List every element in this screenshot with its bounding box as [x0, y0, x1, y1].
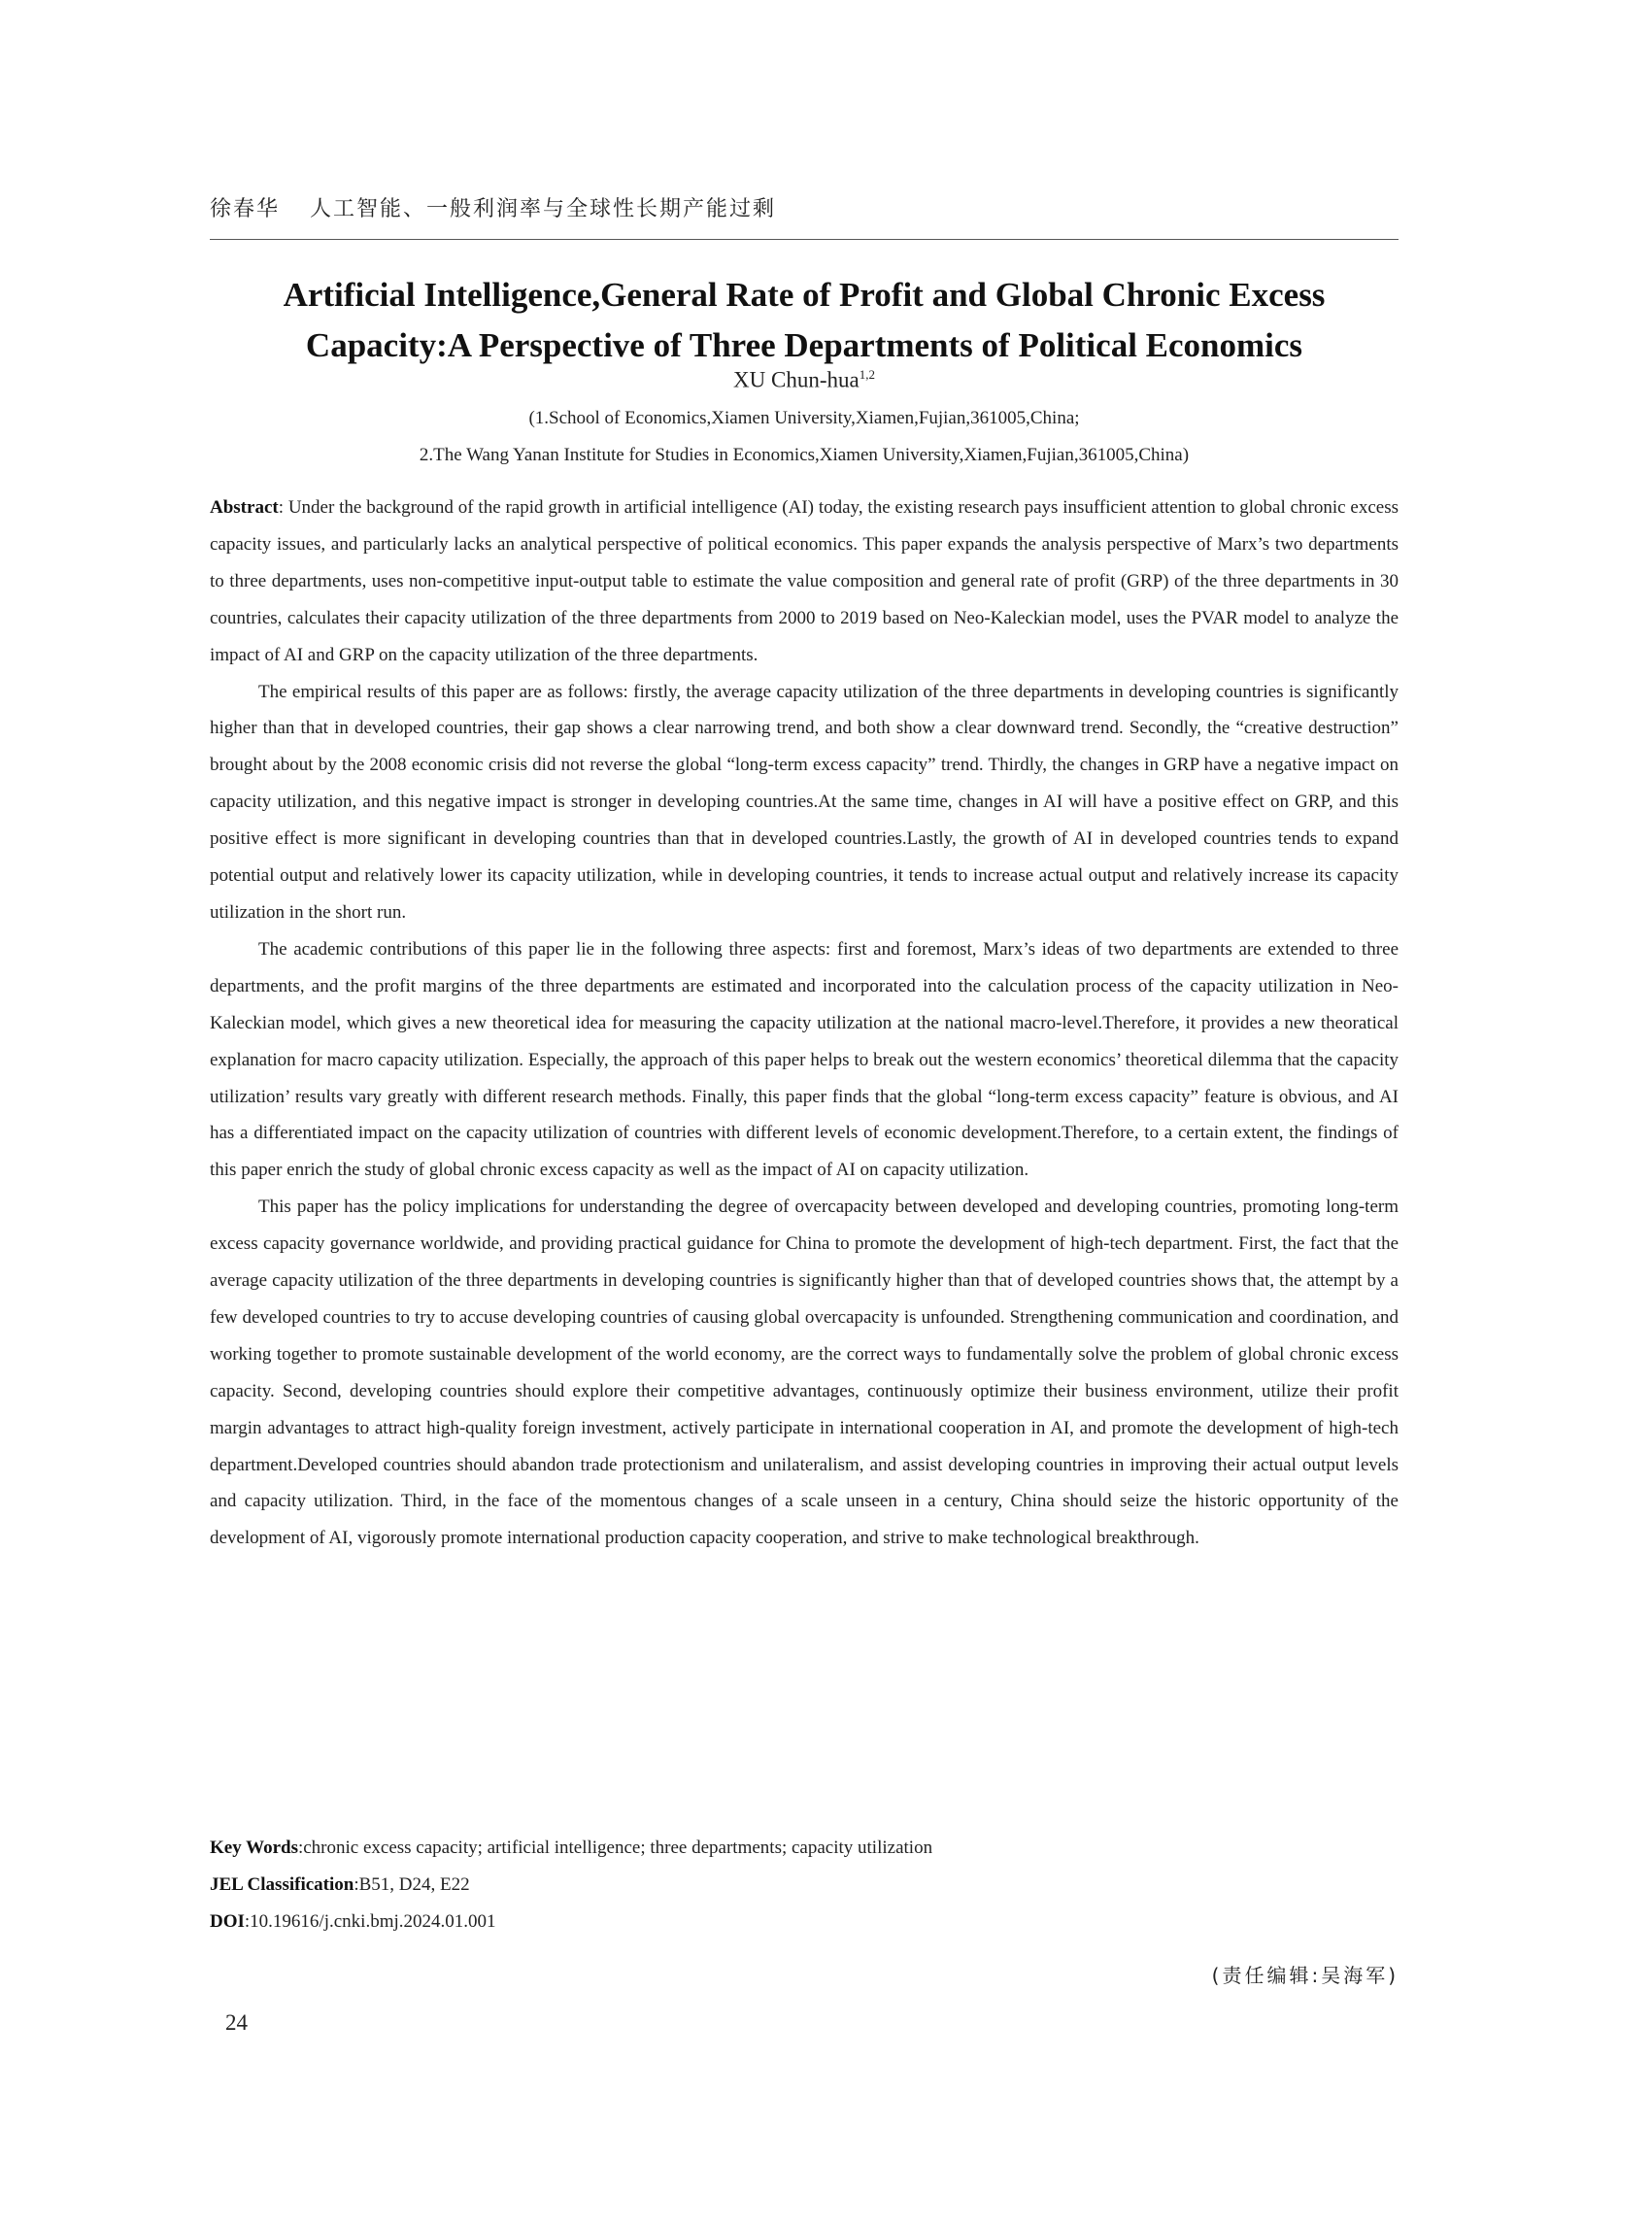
abstract-paragraph-4: This paper has the policy implications for understanding the degree of overcapacity between developed and developing countries, promoting long-term excess capacity governance worldwide, and providing practical guidance for China to promote the development of high-tech department. First, the fact that the average capacity utilization of the three departments in developing countries is significantly higher than that of developed countries shows that, the attempt by a few developed countries to try to accuse developing countries of causing global overcapacity is unfounded. Strengthening communication and coordination, and working together to promote sustainable development of the world economy, are the correct ways to fundamentally solve the problem of global chronic excess capacity. Second, developing countries should explore their competitive advantages, continuously optimize their business environment, utilize their profit margin advantages to attract high-quality foreign investment, actively participate in international cooperation in AI, and promote the development of high-tech department.Developed countries should abandon trade protectionism and unilateralism, and assist developing countries in improving their actual output levels and capacity utilization. Third, in the face of the momentous changes of a scale unseen in a century, China should seize the historic opportunity of the development of AI, vigorously promote international production capacity cooperation, and strive to make technological breakthrough. [210, 1197, 1399, 1549]
affiliation-2: 2.The Wang Yanan Institute for Studies in Economics,Xiamen University,Xiamen,Fujian,361005,China) [419, 445, 1190, 465]
header-author: 徐春华 [210, 197, 281, 221]
author-byline [210, 367, 1399, 393]
doi-line [210, 1911, 1399, 1933]
paper-title [210, 270, 1399, 371]
author-name: XU Chun-hua [733, 367, 860, 392]
paper-title-line-1: Artificial Intelligence,General Rate of Profit and Global Chronic Excess [283, 276, 1326, 314]
keywords-text: :chronic excess capacity; artificial intelligence; three departments; capacity utilization [297, 1838, 933, 1858]
abstract-paragraph-3: The academic contributions of this paper lie in the following three aspects: first and foremost, Marx’s ideas of two departments are extended to three departments, and the profit margins of the three departments are estimated and incorporated into the calculation process of the capacity utilization in Neo-Kaleckian model, which gives a new theoretical idea for measuring the capacity utilization at the national macro-level.Therefore, it provides a new theoratical explanation for macro capacity utilization. Especially, the approach of this paper helps to break out the western economics’ theoretical dilemma that the capacity utilization’ results vary greatly with different research methods. Finally, this paper finds that the global “long-term excess capacity” feature is obvious, and AI has a differentiated impact on the capacity utilization of countries with different levels of economic development.Therefore, to a certain extent, the findings of this paper enrich the study of global chronic excess capacity as well as the impact of AI on capacity utilization. [210, 938, 1399, 1181]
page-number: 24 [225, 2010, 248, 2035]
abstract-paragraph-1 [210, 489, 1399, 674]
abstract-label: Abstract [210, 497, 279, 518]
doi-label: DOI [210, 1911, 245, 1932]
jel-text: :B51, D24, E22 [354, 1874, 470, 1895]
jel-label: JEL Classification [210, 1874, 354, 1895]
abstract-text: Under the background of the rapid growth in artificial intelligence (AI) today, the existing research pays insufficient attention to global chronic excess capacity issues, and particularly lacks an analytical perspective of political economics. This paper expands the analysis perspective of Marx’s two departments to three departments, uses non-competitive input-output table to estimate the value composition and general rate of profit (GRP) of the three departments in 30 countries, calculates their capacity utilization of the three departments from 2000 to 2019 based on Neo-Kaleckian model, uses the PVAR model to analyze the impact of AI and GRP on the capacity utilization of the three departments. [210, 497, 1399, 665]
abstract-separator: : [278, 497, 284, 518]
jel-line [210, 1874, 1399, 1896]
abstract-paragraph-2: The empirical results of this paper are as follows: firstly, the average capacity utilization of the three departments in developing countries is significantly higher than that in developed countries, their gap shows a clear narrowing trend, and both show a clear downward trend. Secondly, the “creative destruction” brought about by the 2008 economic crisis did not reverse the global “long-term excess capacity” trend. Thirdly, the changes in GRP have a negative impact on capacity utilization, and this negative impact is stronger in developing countries.At the same time, changes in AI will have a positive effect on GRP, and this positive effect is more significant in developing countries than that in developed countries.Lastly, the growth of AI in developed countries tends to expand potential output and relatively lower its capacity utilization, while in developing countries, it tends to increase actual output and relatively increase its capacity utilization in the short run. [210, 681, 1399, 923]
affiliation-1: (1.School of Economics,Xiamen University,Xiamen,Fujian,361005,China; [528, 408, 1080, 428]
paper-title-line-2: Capacity:A Perspective of Three Departments of Political Economics [305, 326, 1303, 364]
header-title: 人工智能、一般利润率与全球性长期产能过剩 [310, 197, 777, 221]
keywords-line [210, 1838, 1399, 1859]
responsible-editor: (责任编辑:吴海军) [1211, 1964, 1399, 1987]
keywords-label: Key Words [210, 1838, 298, 1858]
author-affiliation-marks: 1,2 [859, 367, 875, 382]
doi-text: :10.19616/j.cnki.bmj.2024.01.001 [244, 1911, 496, 1932]
header-divider [210, 239, 1399, 240]
abstract-body [210, 489, 1399, 1557]
running-header [210, 192, 1399, 222]
